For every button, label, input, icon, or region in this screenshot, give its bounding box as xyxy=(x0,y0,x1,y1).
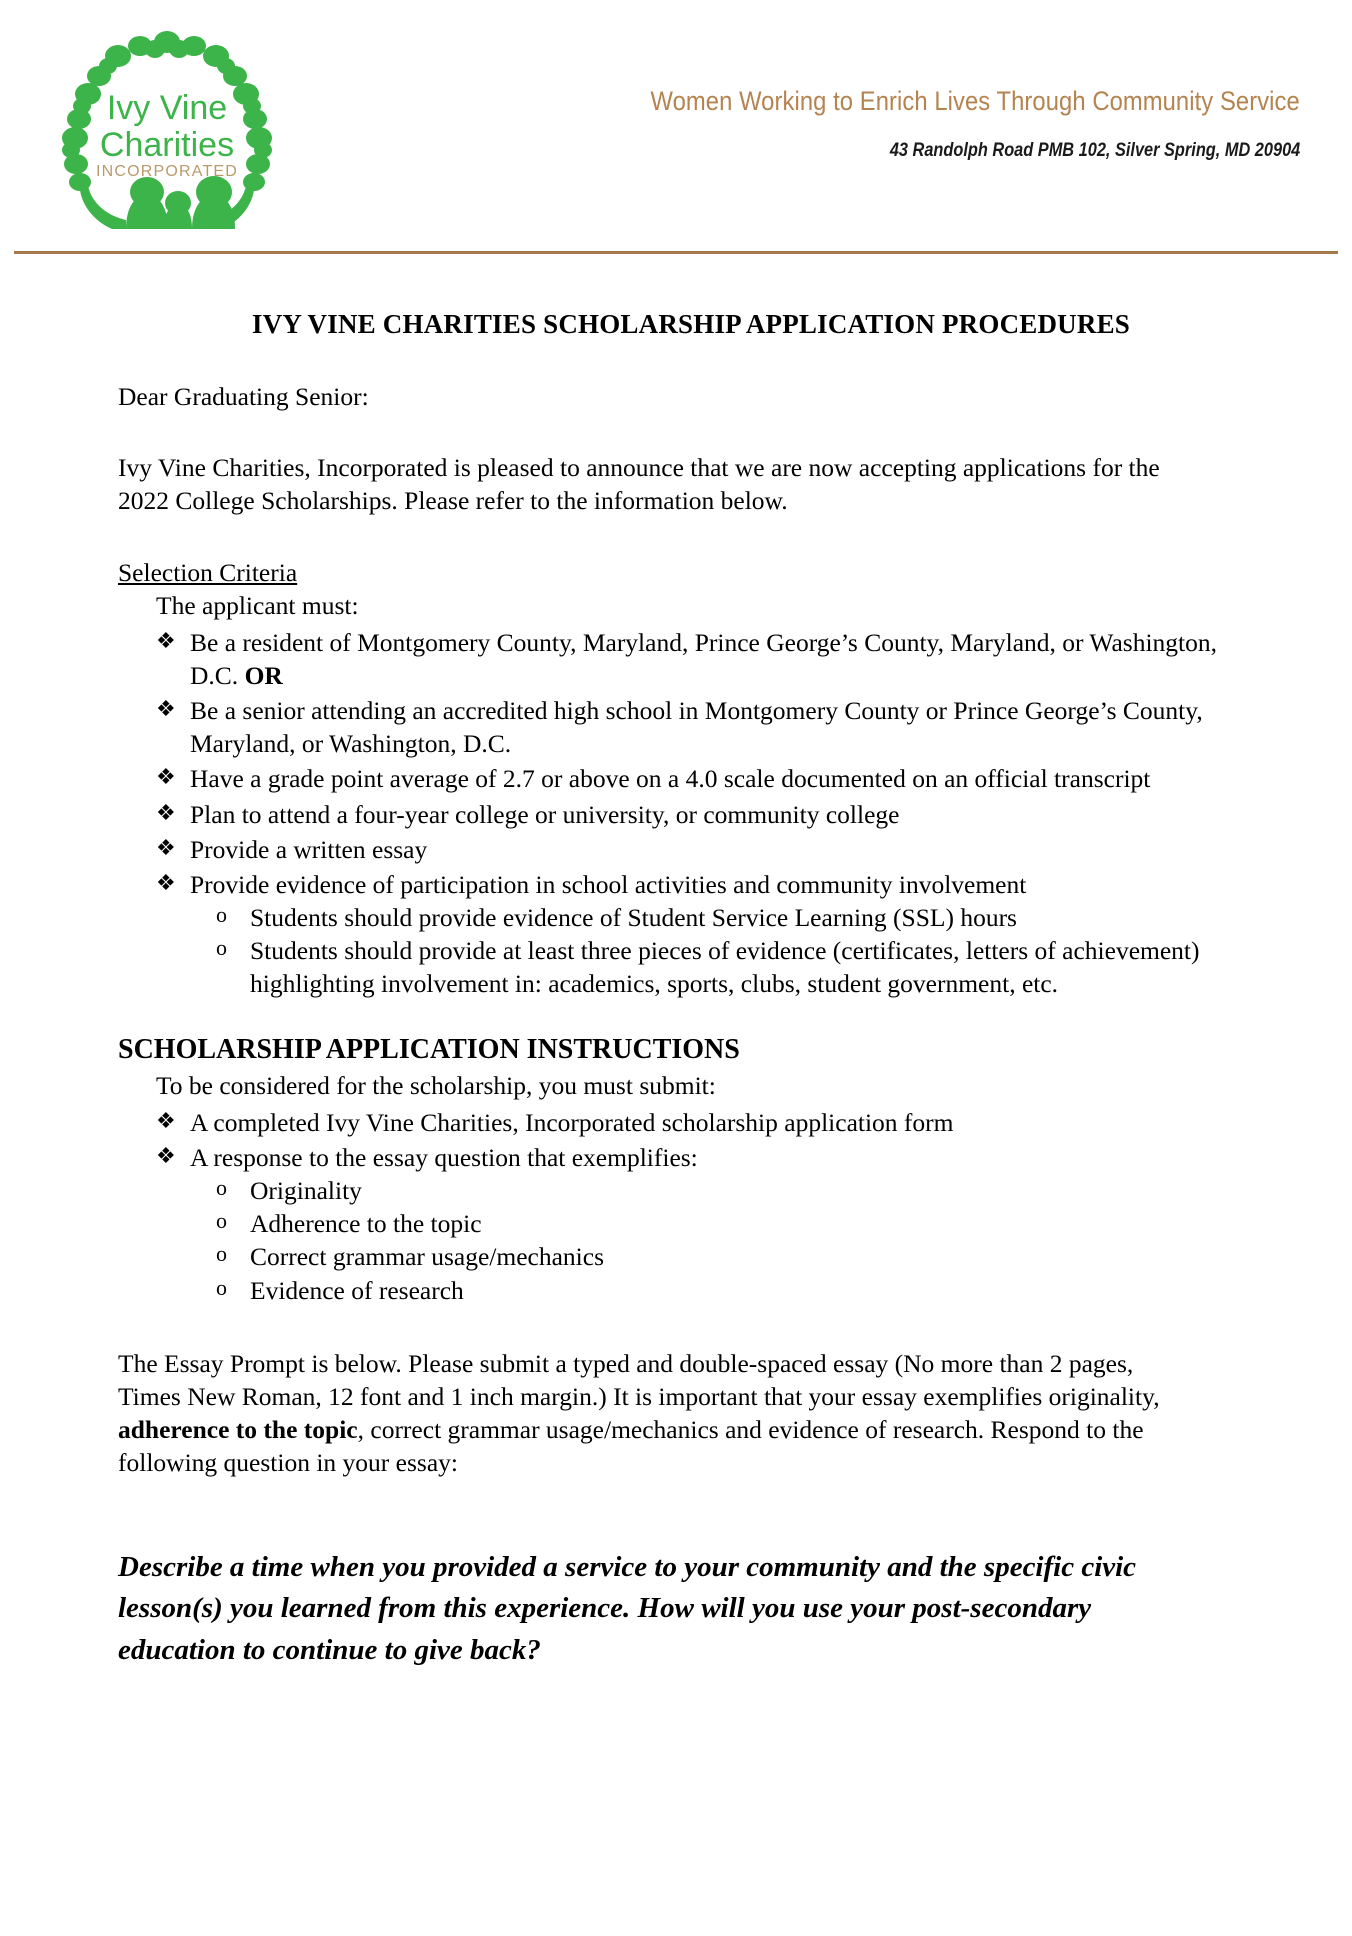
sub-list-item: o Students should provide at least three pieces of evidence (certificates, letters of achievement) highlighting involvement in: academics, sports, clubs, student government, etc. xyxy=(216,934,1234,1000)
essay-paragraph-line-3 xyxy=(118,1413,1234,1446)
header-divider-rule xyxy=(14,251,1338,254)
list-item xyxy=(156,833,1234,866)
essay-emphasis: adherence to the topic xyxy=(118,1415,358,1444)
intro-paragraph-line-2: 2022 College Scholarships. Please refer to the information below. xyxy=(118,486,788,516)
essay-paragraph-line-2: Times New Roman, 12 font and 1 inch margin.) It is important that your essay exemplifies originality, xyxy=(118,1381,1160,1411)
instructions-heading: SCHOLARSHIP APPLICATION INSTRUCTIONS xyxy=(118,1034,740,1066)
sub-list-item: o Adherence to the topic xyxy=(216,1207,1234,1240)
instruction-text: A response to the essay question that exemplifies: xyxy=(190,1143,698,1173)
salutation: Dear Graduating Senior: xyxy=(118,382,369,412)
list-item xyxy=(156,762,1234,795)
list-item: ❖ A completed Ivy Vine Charities, Incorporated scholarship application form xyxy=(156,1106,1234,1139)
letterhead xyxy=(0,0,1352,252)
org-address: 43 Randolph Road PMB 102, Silver Spring, MD 20904 xyxy=(889,140,1300,161)
list-item xyxy=(156,798,1234,831)
selection-criteria-list xyxy=(118,626,1234,1001)
essay-prompt-line-2: lesson(s) you learned from this experience. How will you use your post-secondary xyxy=(118,1592,1092,1625)
criteria-text: Have a grade point average of 2.7 or above on a 4.0 scale documented on an official transcript xyxy=(190,764,1151,794)
sub-list-item: o Correct grammar usage/mechanics xyxy=(216,1240,1234,1273)
logo-text-line2: Charities xyxy=(99,126,235,164)
logo-svg xyxy=(52,24,282,229)
logo-text-line1: Ivy Vine xyxy=(106,89,228,127)
selection-criteria-sublist xyxy=(190,901,1234,1000)
criteria-text: Plan to attend a four-year college or university, or community college xyxy=(190,799,900,829)
essay-prompt-line-1: Describe a time when you provided a service to your community and the specific civic xyxy=(118,1551,1137,1584)
instructions-lead: To be considered for the scholarship, you must submit: xyxy=(156,1070,716,1100)
essay-paragraph-line-1: The Essay Prompt is below. Please submit a typed and double-spaced essay (No more than 2 pages, xyxy=(118,1348,1134,1378)
list-item xyxy=(156,1141,1234,1307)
org-tagline: Women Working to Enrich Lives Through Community Service xyxy=(650,86,1300,116)
criteria-text: Provide evidence of participation in school activities and community involvement xyxy=(190,869,1027,899)
instructions-sublist xyxy=(190,1174,1234,1307)
intro-paragraph-line-1: Ivy Vine Charities, Incorporated is pleased to announce that we are now accepting applications for the xyxy=(118,453,1160,483)
page-title: IVY VINE CHARITIES SCHOLARSHIP APPLICATION PROCEDURES xyxy=(251,309,1130,339)
ivy-vine-charities-logo xyxy=(52,24,282,229)
list-item xyxy=(156,626,1234,692)
essay-prompt-line-3: education to continue to give back? xyxy=(118,1633,541,1666)
list-item xyxy=(156,694,1234,760)
sub-list-item: o Students should provide evidence of Student Service Learning (SSL) hours xyxy=(216,901,1234,934)
selection-criteria-heading: Selection Criteria xyxy=(118,557,298,587)
sub-list-item: o Originality xyxy=(216,1174,1234,1207)
sub-list-item: o Evidence of research xyxy=(216,1274,1234,1307)
criteria-text: Be a senior attending an accredited high school in Montgomery County or Prince George’s County, Maryland, or Washington, D.C. xyxy=(190,696,1203,759)
instructions-list xyxy=(118,1106,1234,1307)
essay-paragraph-rest: , correct grammar usage/mechanics and evidence of research. Respond to the xyxy=(357,1415,1144,1444)
selection-criteria-lead: The applicant must: xyxy=(156,590,359,620)
criteria-text: Provide a written essay xyxy=(190,834,428,864)
list-item xyxy=(156,868,1234,1001)
criteria-text: Be a resident of Montgomery County, Maryland, Prince George’s County, Maryland, or Washington, D.C. xyxy=(190,627,1217,690)
essay-paragraph-line-4: following question in your essay: xyxy=(118,1448,458,1478)
document-body xyxy=(0,307,1352,1671)
logo-text-line3: INCORPORATED xyxy=(95,163,239,180)
criteria-emphasis: OR xyxy=(244,660,283,690)
